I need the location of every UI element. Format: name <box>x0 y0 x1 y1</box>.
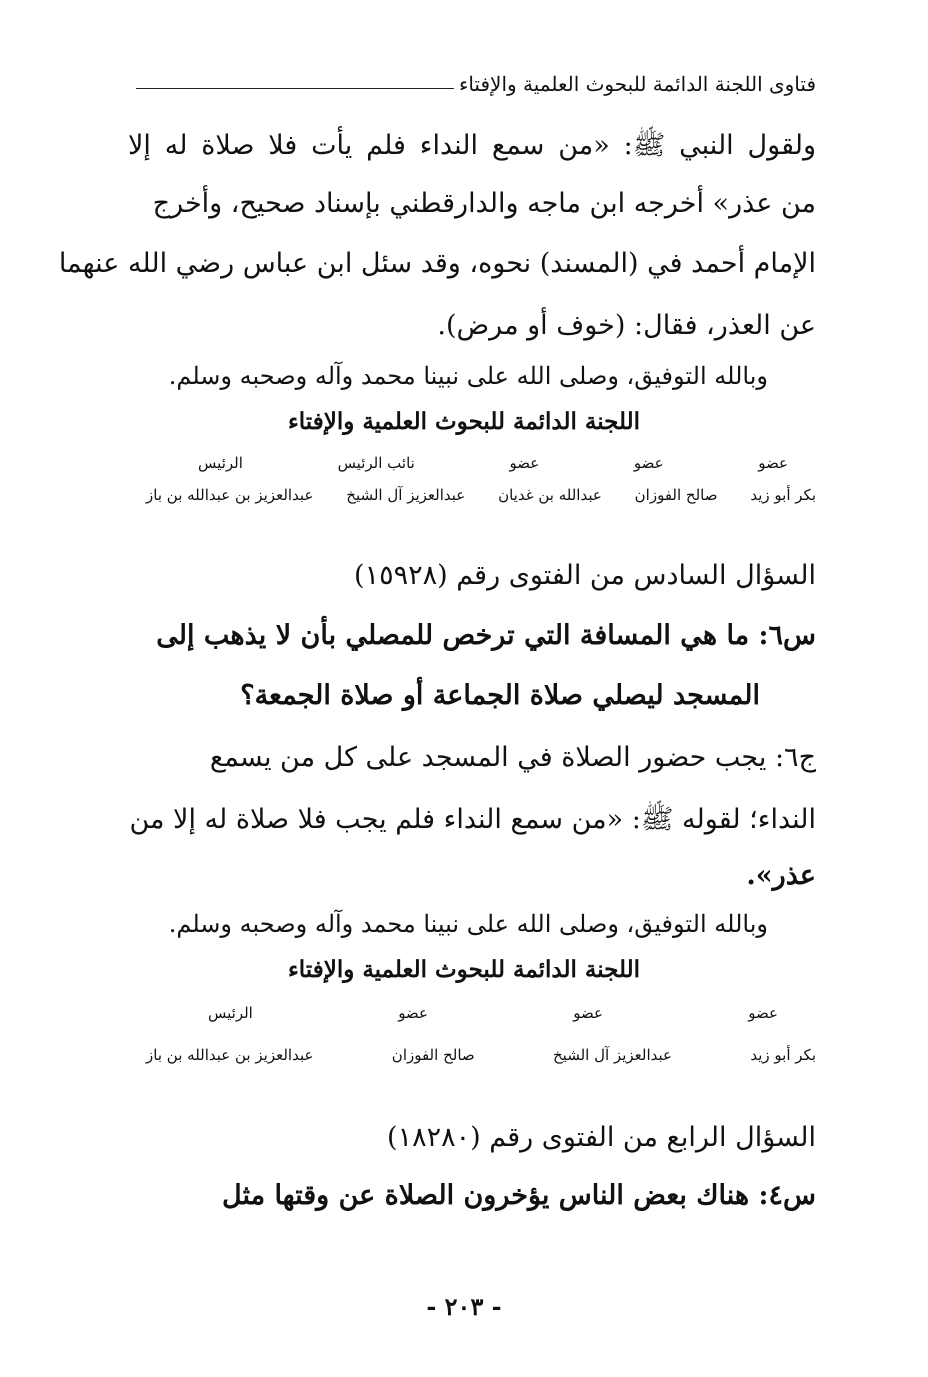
signatory-name: صالح الفوزان <box>634 486 718 504</box>
signature-names-2 <box>146 1046 816 1064</box>
answer-line-1: ج٦: يجب حضور الصلاة في المسجد على كل من يسمع <box>209 742 816 773</box>
role-chairman: الرئيس <box>198 454 243 472</box>
question-line-s4: س٤: هناك بعض الناس يؤخرون الصلاة عن وقتها مثل <box>222 1180 816 1211</box>
paragraph-line-3: الإمام أحمد في (المسند) نحوه، وقد سئل ابن عباس رضي الله عنهما <box>58 248 816 279</box>
role-member: عضو <box>509 454 540 472</box>
signatory-name: عبدالعزيز بن عبدالله بن باز <box>146 486 314 504</box>
paragraph-line-2: من عذر» أخرجه ابن ماجه والدارقطني بإسناد صحيح، وأخرج <box>152 188 816 219</box>
closing-formula-2: وبالله التوفيق، وصلى الله على نبينا محمد وآله وصحبه وسلم. <box>168 910 768 938</box>
role-member: عضو <box>748 1004 778 1022</box>
committee-title-2: اللجنة الدائمة للبحوث العلمية والإفتاء <box>287 956 641 983</box>
signatory-name: بكر أبو زيد <box>750 486 816 504</box>
answer-line-3: عذر». <box>746 860 816 891</box>
header-rule <box>136 88 454 89</box>
signatory-name: صالح الفوزان <box>391 1046 475 1064</box>
role-member: عضو <box>758 454 788 472</box>
signatory-name: عبدالعزيز آل الشيخ <box>346 486 466 504</box>
paragraph-line-4: عن العذر، فقال: (خوف أو مرض). <box>437 310 816 341</box>
role-vice-chairman: نائب الرئيس <box>337 454 415 472</box>
paragraph-line-1: ولقول النبي ﷺ: «من سمع النداء فلم يأت فلا صلاة له إلا <box>128 130 816 161</box>
signatory-name: بكر أبو زيد <box>750 1046 816 1064</box>
role-member: عضو <box>573 1004 603 1022</box>
answer-line-2: النداء؛ لقوله ﷺ: «من سمع النداء فلم يجب فلا صلاة له إلا من <box>129 804 816 835</box>
signature-roles-2 <box>208 1004 778 1022</box>
role-member: عضو <box>633 454 664 472</box>
page-number: - ٢٠٣ - <box>426 1292 502 1321</box>
closing-formula-1: وبالله التوفيق، وصلى الله على نبينا محمد وآله وصحبه وسلم. <box>168 362 768 390</box>
committee-title-1: اللجنة الدائمة للبحوث العلمية والإفتاء <box>287 408 641 435</box>
question-title-4: السؤال الرابع من الفتوى رقم (١٨٢٨٠) <box>387 1122 816 1153</box>
signature-roles-1 <box>198 454 788 472</box>
question-title-6: السؤال السادس من الفتوى رقم (١٥٩٢٨) <box>354 560 816 591</box>
signature-names-1 <box>146 486 816 504</box>
question-line-1: س٦: ما هي المسافة التي ترخص للمصلي بأن لا يذهب إلى <box>156 620 816 651</box>
role-member: عضو <box>398 1004 428 1022</box>
role-chairman: الرئيس <box>208 1004 253 1022</box>
signatory-name: عبدالعزيز آل الشيخ <box>553 1046 672 1064</box>
running-header: فتاوى اللجنة الدائمة للبحوث العلمية والإفتاء <box>458 72 816 96</box>
signatory-name: عبدالله بن غديان <box>498 486 602 504</box>
question-line-2: المسجد ليصلي صلاة الجماعة أو صلاة الجمعة؟ <box>240 680 760 711</box>
signatory-name: عبدالعزيز بن عبدالله بن باز <box>146 1046 314 1064</box>
